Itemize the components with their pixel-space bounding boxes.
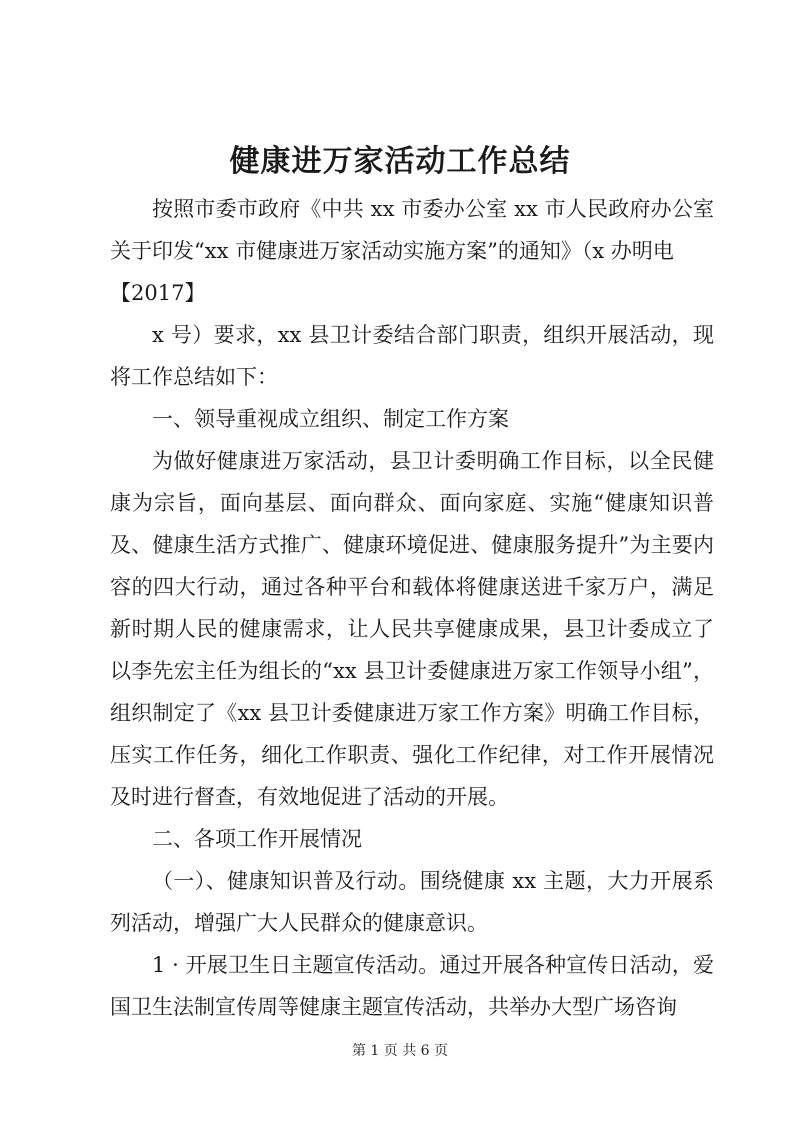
paragraph-subsection-1: （一）、健康知识普及行动。围绕健康 xx 主题，大力开展系列活动，增强广大人民群众的健康意识。 bbox=[110, 869, 714, 935]
document-body bbox=[110, 188, 714, 1028]
paragraph-requirement: x 号）要求，xx 县卫计委结合部门职责，组织开展活动，现将工作总结如下： bbox=[110, 323, 714, 389]
paragraph-section-1: 为做好健康进万家活动，县卫计委明确工作目标，以全民健康为宗旨，面向基层、面向群众、面向家庭、实施“健康知识普及、健康生活方式推广、健康环境促进、健康服务提升”为主要内容的四大行动，通过各种平台和载体将健康送进千家万户，满足新时期人民的健康需求，让人民共享健康成果，县卫计委成立了以李先宏主任为组长的“xx 县卫计委健康进万家工作领导小组”，组织制定了《xx 县卫计委健康进万家工作方案》明确工作目标，压实工作任务，细化工作职责、强化工作纪律，对工作开展情况及时进行督查，有效地促进了活动的开展。 bbox=[110, 449, 714, 809]
paragraph-intro: 按照市委市政府《中共 xx 市委办公室 xx 市人民政府办公室关于印发“xx 市健康进万家活动实施方案”的通知》（x 办明电 bbox=[110, 197, 714, 263]
page-footer: 第 1 页 共 6 页 bbox=[351, 1043, 449, 1059]
section-heading-2: 二、各项工作开展情况 bbox=[152, 827, 362, 851]
section-heading-1: 一、领导重视成立组织、制定工作方案 bbox=[152, 407, 509, 431]
paragraph-year: 【2017】 bbox=[110, 281, 206, 305]
document-title: 健康进万家活动工作总结 bbox=[229, 144, 571, 179]
paragraph-item-1: 1 · 开展卫生日主题宣传活动。通过开展各种宣传日活动，爱国卫生法制宣传周等健康主题宣传活动，共举办大型广场咨询 bbox=[110, 953, 714, 1019]
